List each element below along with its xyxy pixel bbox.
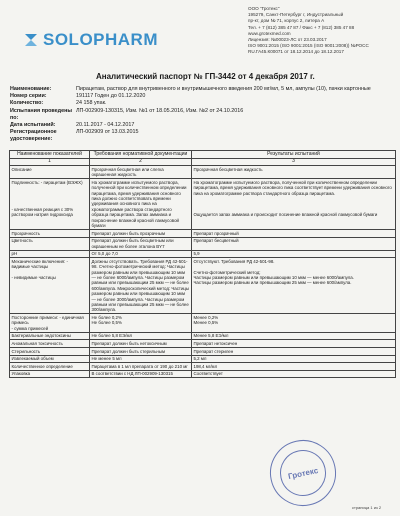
document-title: Аналитический паспорт № ГП-3442 от 4 декабря 2017 г. (96, 72, 315, 81)
cell-requirement: Прозрачная бесцветная или слегка окрашенная жидкость (90, 166, 192, 179)
table-row (10, 363, 396, 371)
colnum-2: 2 (90, 158, 192, 166)
contact-line: www.grotexmed.com (248, 30, 291, 36)
cell-result: 5,9 (192, 250, 396, 258)
meta-label: Количество: (10, 100, 44, 107)
cell-result: Отсутствуют. Требования РД 42-501-98. Счетно-фотометрический метод: Частицы размером равным или превышающим 10 мкм — менее 6000/ампула. Частицы размером равным или превышающим 25 мкм — менее 600/ампула. (192, 258, 396, 314)
cell-result: 198,4 мг/мл (192, 363, 396, 371)
cell-result: Прозрачная бесцветная жидкость (192, 166, 396, 179)
contact-line: ISO 9001:2015 (ISO 9001:2015 (ISO 9001:2008)) №РОСС (248, 43, 369, 49)
cell-result: Соответствует (192, 370, 396, 378)
cell-requirement: Должны отсутствовать. Требования РД 42-501-98. Счетно-фотометрический метод: Частицы размером равным или превышающим 10 мкм — не более 6000/ампула. Частицы размером равным или превышающим 25 мкм — не более 600/ампула. Микроскопический метод: Частицы размером равным или превышающим 10 мкм — не более 3000/ампула. Частицы размером равным или превышающим 25 мкм — не более 300/ампула. (90, 258, 192, 314)
meta-value: ЛП-002909-130315, Изм. №1 от 18.05.2016, Изм. №2 от 24.10.2016 (76, 107, 244, 114)
letterhead (0, 0, 400, 72)
table-row (10, 258, 396, 314)
cell-result: 5,2 мл (192, 355, 396, 363)
stamp-text: Гротекс (287, 465, 319, 481)
company-contact (248, 6, 398, 56)
cell-parameter: Бактериальные эндотоксины (10, 332, 90, 340)
cell-result: Препарат бесцветный (192, 237, 396, 250)
cell-parameter: Стерильность (10, 348, 90, 356)
cell-requirement: От 5,0 до 7,0 (90, 250, 192, 258)
cell-requirement: На хроматограмме испытуемого раствора, полученной при количественном определении пирацетама, время удерживания основного пика должно соответствовать времени удерживания основного пика на хроматограмме раствора стандартного образца пирацетама. Запах аммиака и покраснение влажной красной лакмусовой бумаги (90, 179, 192, 230)
cell-requirement: В соответствии с НД ЛП-002909-130315 (90, 370, 192, 378)
meta-label: Испытания проведены по: (10, 107, 72, 121)
company-stamp (264, 434, 342, 512)
table-row (10, 355, 396, 363)
cell-requirement: Препарат должен быть бесцветным или окрашенным не более эталона BY7 (90, 237, 192, 250)
solopharm-logo-icon (23, 32, 39, 48)
contact-line: Тел. + 7 (812) 385 47 87 / Факс + 7 (812) 385 47 88 (248, 24, 355, 30)
contact-line: Лицензия: №00023-ЛС от 23.03.2017 (248, 37, 327, 43)
table-row (10, 332, 396, 340)
cell-result: На хроматограмме испытуемого раствора, полученной при количественном определении пирацетама, время удерживания основного пика соответствует времени удерживания основного пика на хроматограмме раствора стандартного образца пирацетама. Ощущается запах аммиака и происходит посинение влажной красной лакмусовой бумаги (192, 179, 396, 230)
meta-row (10, 86, 390, 93)
table-row (10, 314, 396, 332)
contact-line: RU.ГА45.К00071 от 18.12.2014 до 18.12.2017 (248, 49, 344, 55)
meta-label: Регистрационное удостоверение: (10, 129, 57, 143)
table-row (10, 340, 396, 348)
table-row (10, 179, 396, 230)
meta-row (10, 93, 390, 100)
cell-parameter: Подлинность: - пирацетам (ВЭЖХ) - качественная реакция с 30% раствором натрия гидроксида (10, 179, 90, 230)
contact-line: ООО "Гротекс" (248, 6, 280, 11)
header-results: Результаты испытаний (192, 151, 396, 159)
table-row (10, 230, 396, 238)
meta-value: ЛП-002909 от 13.03.2015 (76, 129, 139, 136)
meta-value: 20.11.2017 - 04.12.2017 (76, 122, 135, 129)
cell-requirement: Препарат должен быть прозрачным (90, 230, 192, 238)
analysis-table (9, 150, 396, 378)
colnum-3: 3 (192, 158, 396, 166)
cell-result: Препарат стерилен (192, 348, 396, 356)
cell-parameter: Извлекаемый объем (10, 355, 90, 363)
meta-value: Пирацетам, раствор для внутривенного и внутримышечного введения 200 мг/мл, 5 мл, ампулы (10), пачки картонные (76, 86, 371, 92)
cell-requirement: Препарат должен быть нетоксичным (90, 340, 192, 348)
meta-label: Номер серии: (10, 93, 47, 100)
page-number: страница 1 из 2 (352, 505, 382, 510)
header-requirements: Требования нормативной документации (90, 151, 192, 159)
company-logo (23, 30, 158, 50)
cell-parameter: Количественное определение (10, 363, 90, 371)
meta-value: 191117 Годен до 01.12.2020 (76, 93, 146, 100)
header-parameter: Наименование показателей (10, 151, 90, 159)
cell-parameter: Упаковка (10, 370, 90, 378)
cell-requirement: Не более 0,2% Не более 0,5% (90, 314, 192, 332)
logo-text: SOLOPHARM (43, 30, 158, 49)
cell-requirement: Не более 5,8 ЕЭ/мл (90, 332, 192, 340)
cell-parameter: Механические включения: - видимые частицы - невидимые частицы (10, 258, 90, 314)
cell-requirement: Пирацетама в 1 мл препарата от 190 до 210 мг (90, 363, 192, 371)
table-row (10, 166, 396, 179)
cell-result: Препарат нетоксичен (192, 340, 396, 348)
cell-parameter: Описание (10, 166, 90, 179)
table-row (10, 348, 396, 356)
document-meta (10, 86, 390, 144)
table-row (10, 237, 396, 250)
cell-parameter: Прозрачность (10, 230, 90, 238)
meta-value: 24 158 упак. (76, 100, 107, 107)
contact-line: 195279, Санкт-Петербург г, Индустриальный (248, 12, 344, 18)
colnum-1: 1 (10, 158, 90, 166)
cell-requirement: Не менее 5 мл (90, 355, 192, 363)
table-row (10, 250, 396, 258)
meta-row (10, 122, 390, 129)
meta-row (10, 129, 390, 143)
cell-parameter: pH (10, 250, 90, 258)
meta-row (10, 108, 390, 122)
cell-parameter: Аномальная токсичность (10, 340, 90, 348)
cell-result: Препарат прозрачный (192, 230, 396, 238)
meta-row (10, 100, 390, 107)
table-row (10, 370, 396, 378)
cell-parameter: Посторонние примеси: - единичная примесь - сумма примесей (10, 314, 90, 332)
meta-label: Дата испытаний: (10, 122, 56, 129)
cell-requirement: Препарат должен быть стерильным (90, 348, 192, 356)
contact-line: пр-кт, дом № 71, корпус 2, литера А (248, 18, 325, 24)
cell-result: Менее 5,8 ЕЭ/мл (192, 332, 396, 340)
cell-parameter: Цветность (10, 237, 90, 250)
meta-label: Наименование: (10, 86, 52, 92)
cell-result: Менее 0,2% Менее 0,5% (192, 314, 396, 332)
